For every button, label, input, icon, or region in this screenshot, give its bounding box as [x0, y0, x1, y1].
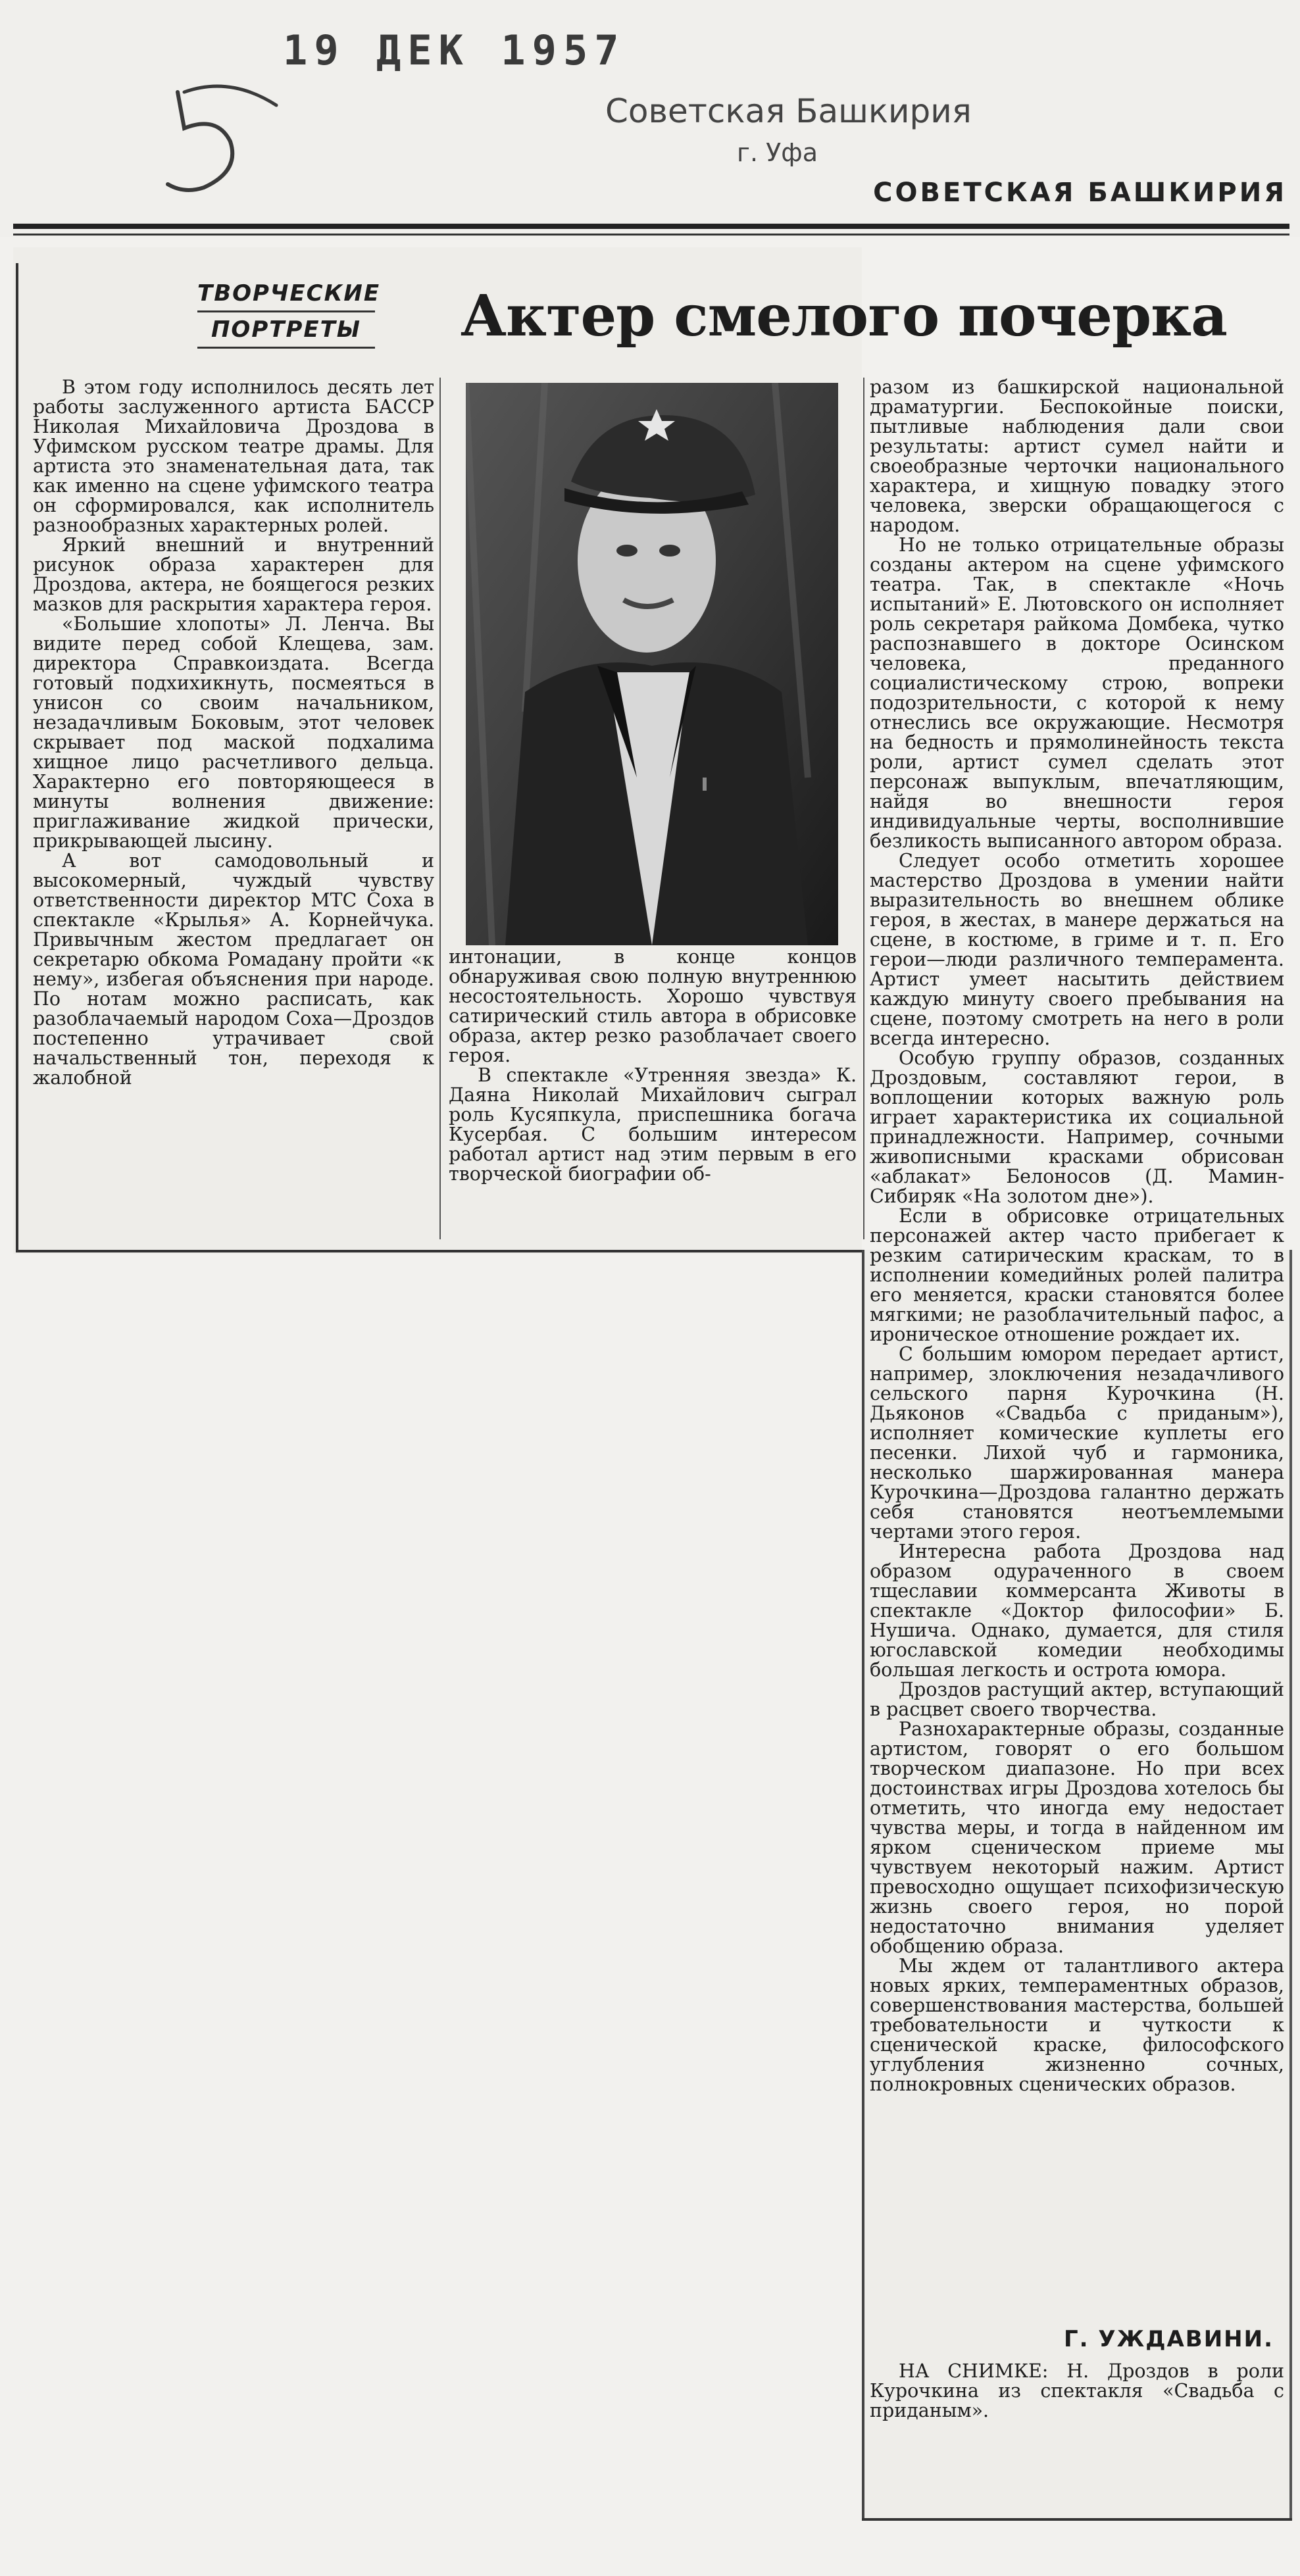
paragraph: Если в обрисовке отрицательных персонажей актер часто прибегает к резким сатирическим краскам, то в исполнении комедийных ролей палитра его меняется, краски становятся более мягкими; не разоблачительный пафос, а ироническое отношение рождает их. [870, 1205, 1284, 1345]
article-column-1 [33, 378, 434, 1088]
paragraph: Особую группу образов, созданных Дроздовым, составляют герои, в воплощении которых важную роль играет характеристика их социальной принадлежности. Например, сочными живописными красками обрисован «аблакат» Белоносов (Д. Мамин-Сибиряк «На золотом дне»). [870, 1047, 1284, 1207]
paragraph: А вот самодовольный и высокомерный, чуждый чувству ответственности директор МТС Соха в спектакле «Крылья» А. Корнейчука. Привычным жестом предлагает он секретарю обкома Ромадану пройти «к нему», избегая объяснения при народе. По нотам можно расписать, как разоблачаемый народом Соха—Дроздов постепенно утрачивает свой начальственный тон, переходя к жалобной [33, 850, 434, 1089]
author-signature: Г. УЖДАВИНИ. [1063, 2326, 1274, 2352]
article-border [16, 1250, 864, 1252]
column-divider [863, 378, 864, 1239]
source-paper-name: Советская Башкирия [605, 92, 972, 130]
paragraph: интонации, в конце концов обнаруживая свою полную внутреннюю несостоятельность. Хорошо чувствуя сатирический стиль автора в обрисовке образа, актер резко разоблачает своего героя. [449, 946, 857, 1066]
paragraph: Яркий внешний и внутренний рисунок образа характерен для Дроздова, актера, не боящегося резких мазков для раскрытия характера героя. [33, 534, 434, 615]
column-divider [439, 378, 441, 1239]
column-border [1289, 1250, 1292, 2519]
caption-text: НА СНИМКЕ: Н. Дроздов в роли Курочкина из спектакля «Свадьба с приданым». [870, 2360, 1284, 2421]
paragraph: В спектакле «Утренняя звезда» К. Даяна Николай Михайлович сыграл роль Кусяпкула, приспешника богача Кусербая. С большим интересом работал артист над этим первым в его творческой биографии об- [449, 1064, 857, 1185]
portrait-photo-icon [466, 383, 838, 945]
rubric-line: ПОРТРЕТЫ [197, 312, 375, 349]
paragraph: Разнохарактерные образы, созданные артистом, говорят о его большом творческом диапазоне. Но при всех достоинствах игры Дроздова хотелось бы отметить, что иногда ему недостает чувства меры, и тогда в найденном им ярком сценическом приеме мы чувствуем некоторый нажим. Артист превосходно ощущает психофизическую жизнь своего героя, но порой недостаточно внимания уделяет обобщению образа. [870, 1718, 1284, 1957]
article-column-3 [870, 378, 1284, 2094]
portrait-photo [466, 383, 838, 945]
column-border [862, 1250, 864, 2519]
article-column-2 [449, 947, 857, 1184]
date-stamp: 19 ДЕК 1957 [283, 26, 626, 74]
paragraph: Мы ждем от талантливого актера новых ярких, темпераментных образов, совершенствования мастерства, большей требовательности и чуткости к сценической краске, философского углубления жизненно сочных, полнокровных сценических образов. [870, 1955, 1284, 2095]
paragraph: Но не только отрицательные образы созданы актером на сцене уфимского театра. Так, в спектакле «Ночь испытаний» Е. Лютовского он исполняет роль секретаря райкома Домбека, чутко распознавшего в докторе Осинском человека, преданного социалистическому строю, вопреки подозрительности, с которой к нему отнеслись все окружающие. Несмотря на бедность и прямолинейность текста роли, артист сумел сделать этот персонаж выпуклым, впечатляющим, найдя во внешности героя индивидуальные черты, восполнившие безликость выписанного автором образа. [870, 534, 1284, 852]
paragraph: В этом году исполнилось десять лет работы заслуженного артиста БАССР Николая Михайловича Дроздова в Уфимском русском театре драмы. Для артиста это знаменательная дата, так как именно на сцене уфимского театра он сформировался, как исполнитель разнообразных характерных ролей. [33, 376, 434, 536]
paragraph: Дроздов растущий актер, вступающий в расцвет своего творчества. [870, 1679, 1284, 1720]
article-headline: Актер смелого почерка [461, 283, 1227, 349]
masthead-rule [13, 224, 1289, 229]
handwritten-mark-icon [158, 79, 289, 204]
paragraph: Следует особо отметить хорошее мастерство Дроздова в умении найти выразительность во внешнем облике героя, в жестах, в манере держаться на сцене, в костюме, в гриме и т. п. Его герои—люди различного темперамента. Артист умеет насытить действием каждую минуту своего пребывания на сцене, поэтому смотреть на него в роли всегда интересно. [870, 850, 1284, 1049]
paragraph: «Большие хлопоты» Л. Ленча. Вы видите перед собой Клещева, зам. директора Справкоиздата. Всегда готовый подхихикнуть, посмеяться в унисон со своим начальником, незадачливым Боковым, этот человек скрывает под маской подхалима хищное лицо расчетливого дельца. Характерно его повторяющееся в минуты волнения движение: приглаживание жидкой прически, прикрывающей лысину. [33, 613, 434, 852]
masthead: СОВЕТСКАЯ БАШКИРИЯ [873, 178, 1287, 208]
photo-caption [870, 2362, 1284, 2421]
paragraph: Интересна работа Дроздова над образом одураченного в своем тщеславии коммерсанта Животы в спектакле «Доктор философии» Б. Нушича. Однако, думается, для стиля югославской комедии необходимы большая легкость и острота юмора. [870, 1541, 1284, 1681]
rubric-line: ТВОРЧЕСКИЕ [197, 276, 375, 312]
rubric [197, 276, 381, 349]
source-city: г. Уфа [737, 138, 818, 167]
paragraph: разом из башкирской национальной драматургии. Беспокойные поиски, пытливые наблюдения дали свои результаты: артист сумел найти и своеобразные черточки национального характера, и хищную повадку этого человека, зверски обращающегося с народом. [870, 376, 1284, 536]
paragraph: С большим юмором передает артист, например, злоключения незадачливого сельского парня Курочкина (Н. Дьяконов «Свадьба с приданым»), исполняет комические куплеты его песенки. Лихой чуб и гармоника, несколько шаржированная манера Курочкина—Дроздова галантно держать себя становятся неотъемлемыми чертами этого героя. [870, 1343, 1284, 1543]
article-border [16, 263, 18, 1250]
column-border [862, 2518, 1292, 2521]
masthead-rule-thin [13, 234, 1289, 235]
